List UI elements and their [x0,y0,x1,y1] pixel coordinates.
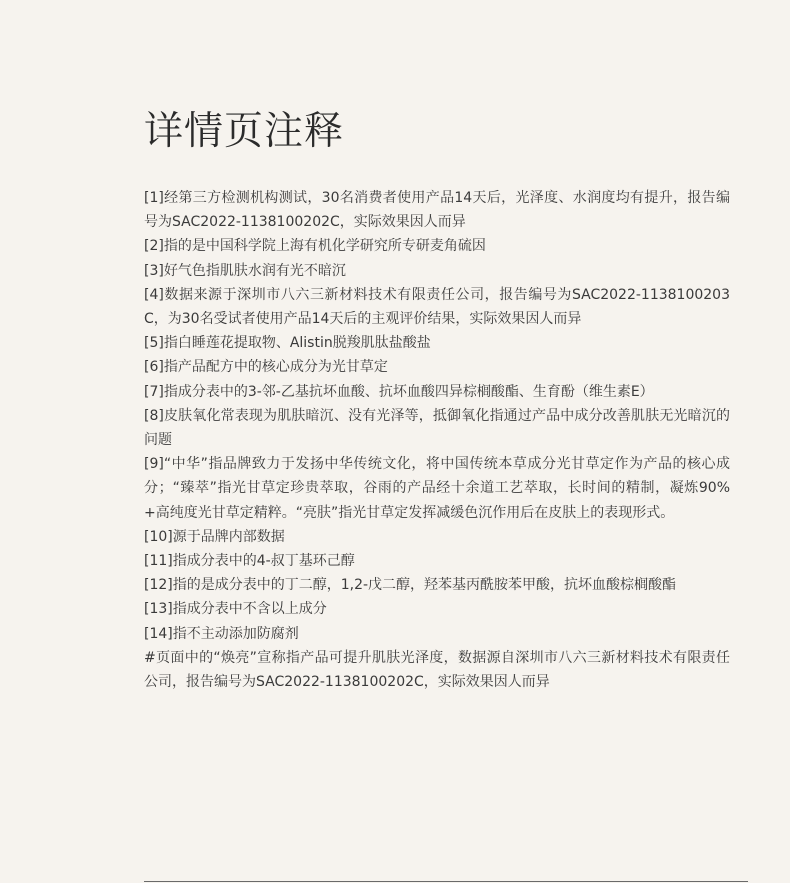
disclaimer-note: #页面中的“焕亮”宣称指产品可提升肌肤光泽度，数据源自深圳市八六三新材料技术有限责任公司，报告编号为SAC2022-1138100202C，实际效果因人而异 [144,649,730,691]
footnote-item: [1]经第三方检测机构测试，30名消费者使用产品14天后，光泽度、水润度均有提升，报告编号为SAC2022-1138100202C，实际效果因人而异 [144,190,730,231]
footnote-item: [12]指的是成分表中的丁二醇，1,2-戊二醇，羟苯基丙酰胺苯甲酸，抗坏血酸棕榈酸酯 [144,577,677,594]
page-title: 详情页注释 [144,109,345,154]
footnote-item: [2]指的是中国科学院上海有机化学研究所专研麦角硫因 [144,238,486,255]
footnote-item: [10]源于品牌内部数据 [144,528,285,545]
footnote-item: [7]指成分表中的3-邻-乙基抗坏血酸、抗坏血酸四异棕榈酸酯、生育酚（维生素E） [144,383,654,400]
footnote-item: [13]指成分表中不含以上成分 [144,601,327,618]
footnote-item: [4]数据来源于深圳市八六三新材料技术有限责任公司，报告编号为SAC2022-1138100203C，为30名受试者使用产品14天后的主观评价结果，实际效果因人而异 [144,286,730,328]
footnote-item: [6]指产品配方中的核心成分为光甘草定 [144,359,388,376]
footnote-item: [14]指不主动添加防腐剂 [144,625,299,642]
footnote-item: [11]指成分表中的4-叔丁基环己醇 [144,553,355,570]
footnote-item: [8]皮肤氧化常表现为肌肤暗沉、没有光泽等，抵御氧化指通过产品中成分改善肌肤无光暗沉的问题 [144,407,730,449]
footnote-item: [5]指白睡莲花提取物、Alistin脱羧肌肽盐酸盐 [144,335,431,352]
footnote-item: [3]好气色指肌肤水润有光不暗沉 [144,262,346,279]
bottom-divider [144,881,748,882]
footnote-item: [9]“中华”指品牌致力于发扬中华传统文化，将中国传统本草成分光甘草定作为产品的核心成分；“臻萃”指光甘草定珍贵萃取，谷雨的产品经十余道工艺萃取，长时间的精制，凝炼90%+高纯度光甘草定精粹。“亮肤”指光甘草定发挥减缓色沉作用后在皮肤上的表现形式。 [144,456,730,521]
footnote-list [144,186,730,694]
